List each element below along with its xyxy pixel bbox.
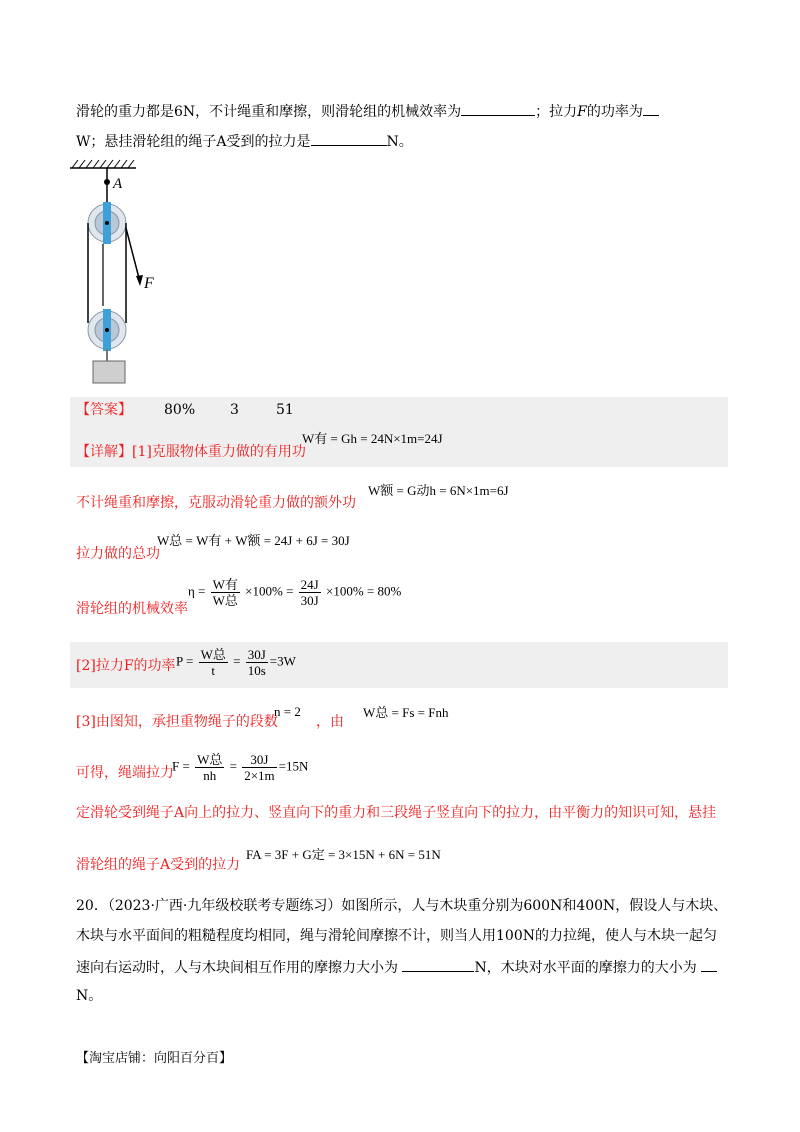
step8-text: 定滑轮受到绳子A向上的拉力、竖直向下的重力和三段绳子竖直向下的拉力，由平衡力的知识可知，悬挂 xyxy=(76,805,717,821)
p-frac1-num: W总 xyxy=(200,647,226,662)
rope-pull xyxy=(126,228,140,282)
answer-blank-1[interactable] xyxy=(461,101,535,116)
eta-end: ×100% = 80% xyxy=(325,583,402,599)
fixed-pulley xyxy=(88,202,126,244)
detail-tag: 【详解】 xyxy=(76,444,132,460)
answer-blank-2[interactable] xyxy=(643,101,659,116)
frac1-num: W有 xyxy=(212,577,238,592)
q20-line3 xyxy=(76,957,717,977)
pulley-figure xyxy=(70,158,180,388)
f-end: =15N xyxy=(278,758,309,774)
q19-line2 xyxy=(76,131,413,151)
step5-fraction-2 xyxy=(246,647,268,678)
step4-label: 滑轮组的机械效率 xyxy=(76,601,188,617)
q19-text-3: 的功率为 xyxy=(586,104,643,120)
label-f: F xyxy=(144,275,154,292)
answer-blank-5[interactable] xyxy=(701,957,717,972)
eta-left: η = xyxy=(188,583,206,599)
step1-equation: W有 = Gh = 24N×1m=24J xyxy=(302,431,443,446)
step6-label: [3]由图知，承担重物绳子的段数 xyxy=(76,714,278,730)
frac2-den: 30J xyxy=(300,593,319,608)
q19-text-1: 滑轮的重力都是6N，不计绳重和摩擦，则滑轮组的机械效率为 xyxy=(76,104,462,120)
q20-text-b: N，木块对水平面的摩擦力的大小为 xyxy=(474,960,697,976)
f-frac2-den: 2×1m xyxy=(244,768,275,783)
q20-line2: 木块与水平面间的粗糙程度均相同，绳与滑轮间摩擦不计，则当人用100N的力拉绳，使人与木块一起匀 xyxy=(76,928,717,944)
step4-fraction-2 xyxy=(299,577,321,608)
p-left: P = xyxy=(176,653,194,669)
answer-blank-3[interactable] xyxy=(311,131,387,146)
eta-mid: ×100% = xyxy=(245,583,294,599)
answer-value-3: 51 xyxy=(276,402,294,418)
q19-text-5: N。 xyxy=(386,134,413,150)
label-a: A xyxy=(113,176,123,192)
step6-n: n = 2 xyxy=(274,704,301,719)
ceiling-hatch xyxy=(70,160,136,168)
step4-equation xyxy=(188,577,401,608)
step5-label: [2]拉力F的功率 xyxy=(76,658,176,674)
f-frac1-num: W总 xyxy=(197,752,223,767)
step7-equation: F = $\frac{\text{W总}}{nh}$ = $\frac{30J}{2\times 1m}$ =15N xyxy=(172,752,309,783)
q20-line1: 20．（2023·广西·九年级校联考专题练习）如图所示，人与木块重分别为600N和400N，假设人与木块、 xyxy=(76,898,728,914)
weight-block xyxy=(93,361,125,383)
step9-equation: FA = 3F + G定 = 3×15N + 6N = 51N xyxy=(246,847,441,862)
f-left: F = xyxy=(172,758,190,774)
step5-fraction-1 xyxy=(199,647,228,678)
step2-label: 不计绳重和摩擦，克服动滑轮重力做的额外功 xyxy=(76,495,356,511)
q19-line1 xyxy=(76,101,659,121)
point-a-dot xyxy=(104,179,110,185)
q19-text-4: W；悬挂滑轮组的绳子A受到的拉力是 xyxy=(76,134,311,150)
answer-value-2: 3 xyxy=(230,402,239,418)
step1-label: [1]克服物体重力做的有用功 xyxy=(132,444,306,460)
step9-label: 滑轮组的绳子A受到的拉力 xyxy=(76,857,241,873)
step6-equation: W总 = Fs = Fnh xyxy=(363,705,449,720)
detail-step-1 xyxy=(76,443,306,461)
step5-equation: P = $\frac{\text{W总}}{t}$ = $\frac{30J}{10s}$ =3W xyxy=(176,647,296,678)
step2-equation: W额 = G动h = 6N×1m=6J xyxy=(368,483,509,498)
answer-line xyxy=(76,401,294,419)
moving-pulley xyxy=(88,309,126,351)
f-frac1-den: nh xyxy=(203,768,217,783)
q20-text-a: 速向右运动时，人与木块间相互作用的摩擦力大小为 xyxy=(76,960,398,976)
p-frac2-num: 30J xyxy=(247,647,266,662)
f-frac2-num: 30J xyxy=(242,752,276,768)
force-symbol: F xyxy=(577,104,587,120)
step3-label: 拉力做的总功 xyxy=(76,546,160,562)
step7-label: 可得，绳端拉力 xyxy=(76,765,174,781)
step7-fraction-2 xyxy=(242,752,276,783)
step4-fraction-1 xyxy=(211,577,240,608)
step3-equation: W总 = W有 + W额 = 24J + 6J = 30J xyxy=(157,533,350,548)
step6-mid: ，由 xyxy=(316,714,344,730)
p-frac1-den: t xyxy=(211,663,216,678)
p-end: =3W xyxy=(269,653,296,669)
answer-tag: 【答案】 xyxy=(76,402,132,418)
q19-text-2: ；拉力 xyxy=(535,104,578,120)
frac1-den: W总 xyxy=(212,593,238,608)
answer-blank-4[interactable] xyxy=(402,957,474,972)
frac2-num: 24J xyxy=(300,577,319,592)
q20-line4: N。 xyxy=(76,988,103,1004)
p-frac2-den: 10s xyxy=(247,663,266,678)
answer-value-1: 80% xyxy=(164,402,196,418)
force-arrow-head xyxy=(136,275,143,286)
shop-footer: 【淘宝店铺：向阳百分百】 xyxy=(76,1051,233,1066)
step7-fraction-1 xyxy=(195,752,224,783)
